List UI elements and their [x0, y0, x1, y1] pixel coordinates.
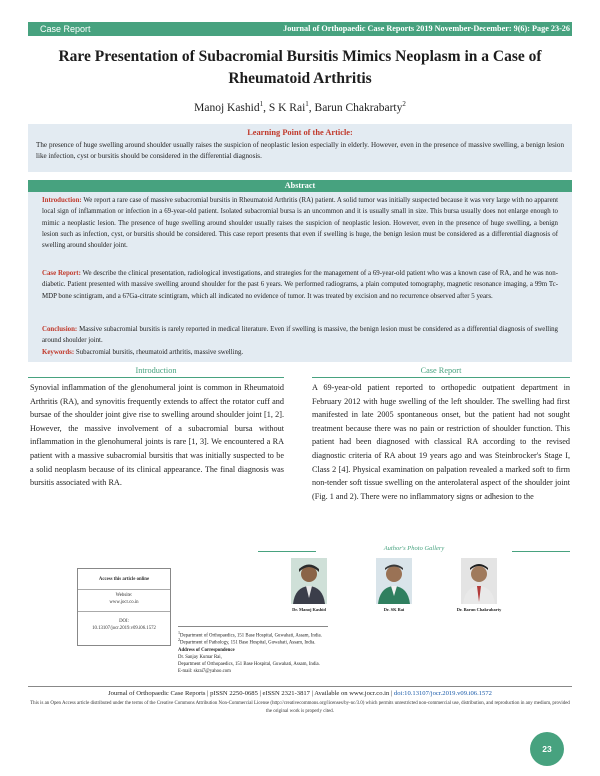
learning-point-title: Learning Point of the Article: — [247, 128, 353, 137]
abstract-introduction: Introduction: We report a rare case of massive subacromial bursitis in Rheumatoid Arthritis (RA) patient. A solid tumor was initially suspected because it was very large with no apparent local sign of inflammation or infection in a 69-year-old patient. Isolated subacromial bursa is an uncommon and it is usually small in size. This bursa usually does not enlarge enough to mimic a neoplastic lesion. The presence of huge swelling around shoulder usually raises the suspicion of neoplastic lesion. However, even in the presence of huge swelling, a benign lesion such as infection, cyst, or bursitis should be considered. This case report presents that even if swelling is huge, the benign lesion must be considered as a differential diagnosis of swelling around shoulder joint. — [42, 197, 558, 250]
case-report-heading: Case Report — [420, 366, 462, 375]
author-photo-rai — [376, 558, 412, 604]
access-website-label: Website: — [115, 593, 133, 598]
footer-rule — [28, 686, 572, 687]
gallery-rule-right — [512, 551, 570, 552]
gallery-label: Author's Photo Gallery — [383, 545, 445, 552]
correspondence-email[interactable]: E-mail: skrai7@yahoo.com — [178, 669, 231, 674]
author-list: Manoj Kashid$^1$, S K Rai$^1$, Barun Chakrabarty$^2$ — [194, 100, 406, 114]
footer-journal-line: Journal of Orthopaedic Case Reports | pISSN 2250-0685 | eISSN 2321-3817 | Available on www.jocr.co.in | doi:10.13107/jocr.2019.v09.i06.1572 — [108, 690, 492, 697]
introduction-rule — [28, 377, 284, 378]
access-divider — [78, 589, 170, 590]
author-name: Barun Chakrabarty — [314, 101, 403, 114]
journal-citation: Journal of Orthopaedic Case Reports 2019 November-December: 9(6): Page 23-26 — [283, 24, 570, 33]
gallery-rule-left — [258, 551, 316, 552]
affiliation-2: $^2$Department of Pathology, 151 Base Hospital, Guwahati, Assam, India. — [178, 637, 316, 646]
author-photo-kashid — [291, 558, 327, 604]
abstract-title: Abstract — [284, 181, 316, 190]
affiliation-rule — [178, 626, 328, 627]
page-number-badge: 23 — [530, 732, 564, 766]
correspondence-label: Address of Correspondence — [178, 648, 235, 653]
abstract-header — [28, 180, 572, 192]
access-doi-link[interactable]: 10.13107/jocr.2019.v09.i06.1572 — [92, 626, 156, 631]
abstract-box — [28, 192, 572, 362]
access-doi-label: DOI: — [119, 619, 129, 624]
learning-point-box — [28, 124, 572, 172]
author-photo-chakrabarty — [461, 558, 497, 604]
access-divider — [78, 611, 170, 612]
learning-point-text: The presence of huge swelling around shoulder usually raises the suspicion of neoplastic lesion especially in elderly. However, even in the presence of massive swelling, a benign lesion like infection, cyst or bursitis should be considered in the differential diagnosis. — [36, 141, 564, 160]
affiliation-1: $^1$Department of Orthopaedics, 151 Base Hospital, Guwahati, Assam, India. — [178, 630, 322, 639]
article-title: Rare Presentation of Subacromial Bursitis Mimics Neoplasm in a Case of Rheumatoid Arthritis — [58, 48, 542, 87]
access-online-box — [77, 568, 171, 646]
author-name: Manoj Kashid — [194, 101, 260, 114]
case-report-rule — [312, 377, 570, 378]
author-name: S K Rai — [268, 101, 306, 114]
footer-license: This is an Open Access article distributed under the terms of the Creative Commons Attribution Non-Commercial License (http://creativecommons.org/licenses/by-nc/3.0) which permits unrestricted non-commercial use, distribution, and reproduction in any medium, provided the original work is properly cited. — [30, 701, 570, 714]
correspondence-address: Department of Orthopaedics, 151 Base Hospital, Guwahati, Assam, India. — [178, 662, 320, 667]
photo-caption: Dr. Manoj Kashid — [292, 607, 326, 612]
access-website-link[interactable]: www.jocr.co.in — [109, 600, 139, 605]
abstract-keywords: Keywords: Subacromial bursitis, rheumatoid arthritis, massive swelling. — [42, 349, 244, 356]
abstract-case-report: Case Report: We describe the clinical presentation, radiological investigations, and strategies for the management of a 69-year-old patient who was a known case of RA, and he was non-diabetic. Patient presented with massive swelling around shoulder for the past 6 years. We performed radiograms, a plain computed tomography, magnetic resonance imaging, a 99m Tc-MDP bone scintigram, and a 67Ga-citrate scintigram, which all indicated no evidence of tumor. It was treated by excision and no recurrence observed after 5 years. — [42, 270, 558, 300]
photo-caption: Dr. Barun Chakrabarty — [456, 607, 502, 612]
article-type-tag: Case Report — [40, 24, 91, 34]
footer-doi-link[interactable]: doi:10.13107/jocr.2019.v09.i06.1572 — [393, 690, 492, 697]
case-report-text: A 69-year-old patient reported to orthopedic outpatient department in February 2012 with huge swelling of the left shoulder. The swelling had first manifested in late 2005 spontaneous onset, but the patient had not sought treatment because there was no pain or restriction of shoulder function. This patient had been diagnosed with classical RA according to the revised diagnostic criteria of RA about 19 years ago and was Steinbrocker's Stage I, Class 2 [4]. Physical examination on palpation revealed a marked soft to firm non-tender soft tissue swelling on the anterolateral aspect of the shoulder joint (Fig. 1 and 2). There were no inflammatory signs or adhesion to the — [312, 383, 570, 501]
introduction-text: Synovial inflammation of the glenohumeral joint is common in Rheumatoid Arthritis (RA), and synovitis frequently extends to affect the rotator cuff and bursae of the shoulder joint give rise to swelling around shoulder joint [1, 2]. However, the massive involvement of a subacromial bursa without inflammation in the glenohumeral joints is rare [1, 3]. We encountered a RA patient with a massive subacromial bursitis that was initially suspected to be a solid neoplasm because of its clinical appearance. The final diagnosis was bursitis associated with RA. — [30, 383, 284, 488]
introduction-heading: Introduction — [135, 366, 177, 375]
access-heading: Access this article online — [98, 577, 150, 582]
abstract-conclusion: Conclusion: Massive subacromial bursitis is rarely reported in medical literature. Even if swelling is massive, the benign lesion must be considered as a differential diagnosis of swelling around shoulder joint. — [42, 326, 558, 345]
correspondence-name: Dr. Sanjay Kumar Rai, — [178, 655, 222, 660]
photo-caption: Dr. SK Rai — [383, 607, 405, 612]
